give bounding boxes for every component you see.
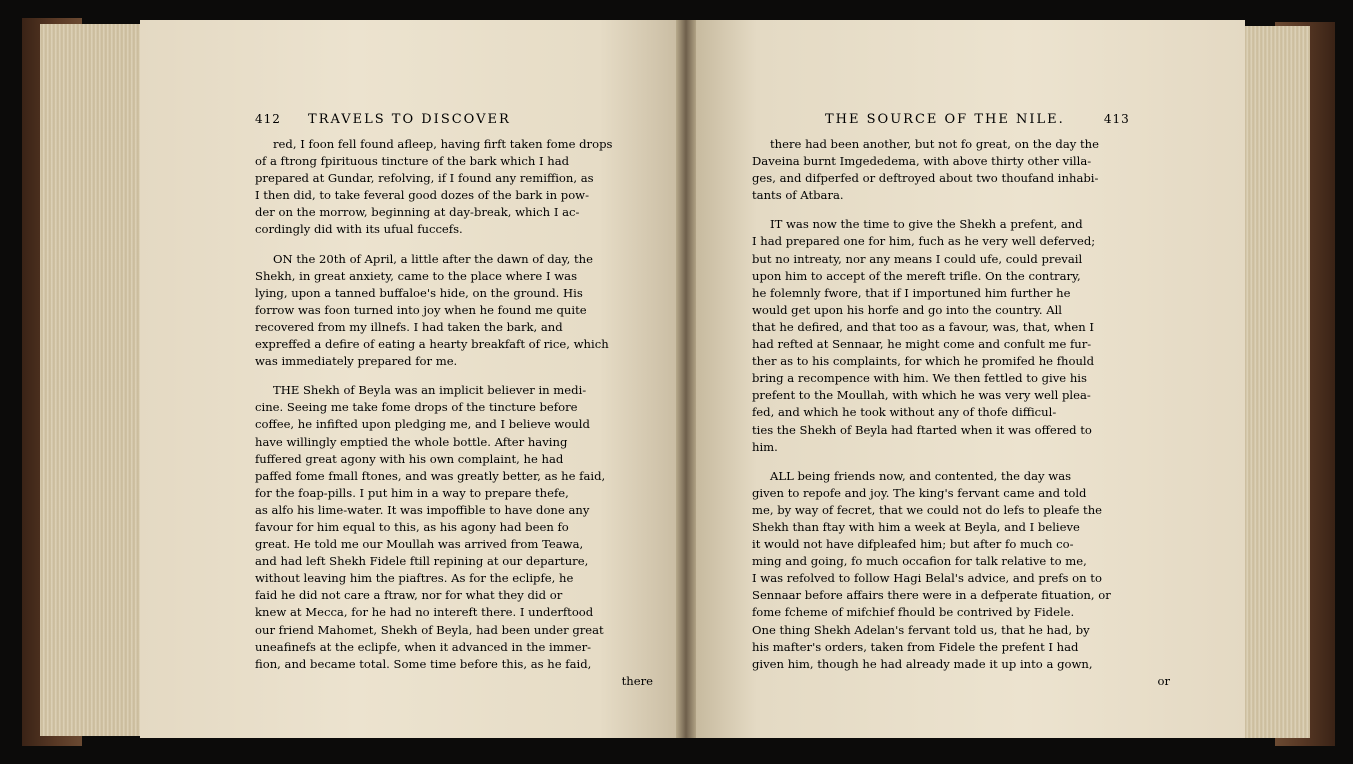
text-line: great. He told me our Moullah was arrived from Teawa, bbox=[255, 537, 584, 552]
text-line: bring a recompence with him. We then fettled to give his bbox=[752, 371, 1087, 386]
paragraph-gap bbox=[752, 456, 1170, 468]
text-line: fion, and became total. Some time before this, as he faid, bbox=[255, 656, 592, 671]
text-line: given him, though he had already made it up into a gown, bbox=[752, 656, 1093, 671]
text-line: paffed fome fmall ftones, and was greatly better, as he faid, bbox=[255, 468, 606, 483]
text-line: tants of Atbara. bbox=[752, 188, 844, 203]
text-line: expreffed a defire of eating a hearty breakfaft of rice, which bbox=[255, 337, 609, 352]
catchword: or bbox=[1157, 673, 1170, 688]
text-line: fuffered great agony with his own complaint, he had bbox=[255, 451, 564, 466]
text-line: coffee, he infifted upon pledging me, and I believe would bbox=[255, 417, 590, 432]
text-line: fome fcheme of mifchief fhould be contrived by Fidele. bbox=[752, 605, 1075, 620]
right-page-header bbox=[825, 112, 1185, 127]
text-line: was immediately prepared for me. bbox=[255, 354, 458, 369]
paragraph-gap bbox=[255, 370, 653, 382]
right-page-body bbox=[752, 136, 1170, 690]
text-line: there had been another, but not fo great, on the day the bbox=[770, 137, 1099, 151]
text-line: for the foap-pills. I put him in a way to prepare thefe, bbox=[255, 485, 569, 500]
text-line: me, by way of fecret, that we could not do lefs to pleafe the bbox=[752, 502, 1103, 517]
text-line: I was refolved to follow Hagi Belal's advice, and prefs on to bbox=[752, 571, 1102, 586]
text-line: he folemnly fwore, that if I importuned him further he bbox=[752, 285, 1071, 300]
text-line: and had left Shekh Fidele ftill repining at our departure, bbox=[255, 554, 589, 569]
left-page-header bbox=[255, 112, 545, 127]
left-page-edges bbox=[40, 24, 150, 736]
text-line: ges, and difperfed or deftroyed about two thoufand inhabi- bbox=[752, 171, 1099, 186]
text-line: ALL being friends now, and contented, the day was bbox=[770, 468, 1072, 483]
text-line: faid he did not care a ftraw, nor for what they did or bbox=[255, 588, 563, 603]
text-line: forrow was foon turned into joy when he found me quite bbox=[255, 302, 587, 317]
paragraph-gap bbox=[255, 239, 653, 251]
text-line: cine. Seeing me take fome drops of the tincture before bbox=[255, 400, 578, 415]
text-line: of a ftrong fpirituous tincture of the bark which I had bbox=[255, 154, 570, 169]
text-line: red, I foon fell found afleep, having firft taken fome drops bbox=[273, 137, 613, 151]
text-line: but no intreaty, nor any means I could ufe, could prevail bbox=[752, 251, 1083, 266]
right-page-edges bbox=[1235, 26, 1310, 738]
text-line: him. bbox=[752, 439, 778, 454]
text-line: favour for him equal to this, as his agony had been fo bbox=[255, 519, 569, 534]
text-line: prepared at Gundar, refolving, if I found any remiffion, as bbox=[255, 171, 594, 186]
text-line: Shekh than ftay with him a week at Beyla, and I believe bbox=[752, 519, 1080, 534]
text-line: ming and going, fo much occafion for talk relative to me, bbox=[752, 554, 1087, 569]
text-line: lying, upon a tanned buffaloe's hide, on the ground. His bbox=[255, 285, 583, 300]
text-line: that he defired, and that too as a favour, was, that, when I bbox=[752, 319, 1094, 334]
text-line: Shekh, in great anxiety, came to the place where I was bbox=[255, 268, 578, 283]
left-page-number: 412 bbox=[255, 112, 281, 126]
text-line: recovered from my illnefs. I had taken the bark, and bbox=[255, 319, 563, 334]
text-line: knew at Mecca, for he had no intereft there. I underftood bbox=[255, 605, 594, 620]
left-running-title: TRAVELS TO DISCOVER bbox=[308, 112, 511, 127]
text-line: prefent to the Moullah, with which he was very well plea- bbox=[752, 388, 1091, 403]
text-line: have willingly emptied the whole bottle. After having bbox=[255, 434, 568, 449]
text-line: given to repofe and joy. The king's fervant came and told bbox=[752, 485, 1087, 500]
text-line: ties the Shekh of Beyla had ftarted when it was offered to bbox=[752, 422, 1092, 437]
right-page-number: 413 bbox=[1103, 112, 1130, 126]
text-line: had refted at Sennaar, he might come and confult me fur- bbox=[752, 337, 1092, 352]
text-line: his mafter's orders, taken from Fidele the prefent I had bbox=[752, 639, 1079, 654]
text-line: fed, and which he took without any of thofe difficul- bbox=[752, 405, 1057, 420]
text-line: der on the morrow, beginning at day-break, which I ac- bbox=[255, 205, 580, 220]
text-line: I had prepared one for him, fuch as he very well deferved; bbox=[752, 234, 1096, 249]
left-page-body bbox=[255, 136, 653, 690]
text-line: it would not have difpleafed him; but after fo much co- bbox=[752, 537, 1074, 552]
text-line: One thing Shekh Adelan's fervant told us, that he had, by bbox=[752, 622, 1090, 637]
text-line: ON the 20th of April, a little after the dawn of day, the bbox=[273, 251, 593, 266]
text-line: as alfo his lime-water. It was impoffible to have done any bbox=[255, 502, 590, 517]
text-line: uneafinefs at the eclipfe, when it advanced in the immer- bbox=[255, 639, 592, 654]
book-gutter bbox=[676, 20, 696, 738]
text-line: upon him to accept of the mereft trifle. On the contrary, bbox=[752, 268, 1081, 283]
text-line: I then did, to take feveral good dozes of the bark in pow- bbox=[255, 188, 590, 203]
catchword: there bbox=[621, 673, 653, 688]
text-line: would get upon his horfe and go into the country. All bbox=[752, 302, 1062, 317]
text-line: without leaving him the piaftres. As for the eclipfe, he bbox=[255, 571, 574, 586]
text-line: cordingly did with its ufual fuccefs. bbox=[255, 222, 463, 237]
text-line: Daveina burnt Imgededema, with above thirty other villa- bbox=[752, 154, 1092, 169]
text-line: ther as to his complaints, for which he promifed he fhould bbox=[752, 354, 1095, 369]
text-line: Sennaar before affairs there were in a defperate fituation, or bbox=[752, 588, 1111, 603]
text-line: THE Shekh of Beyla was an implicit believer in medi- bbox=[273, 383, 587, 398]
text-line: our friend Mahomet, Shekh of Beyla, had been under great bbox=[255, 622, 604, 637]
text-line: IT was now the time to give the Shekh a prefent, and bbox=[770, 217, 1083, 232]
right-running-title: THE SOURCE OF THE NILE. bbox=[825, 112, 1065, 127]
paragraph-gap bbox=[752, 204, 1170, 216]
